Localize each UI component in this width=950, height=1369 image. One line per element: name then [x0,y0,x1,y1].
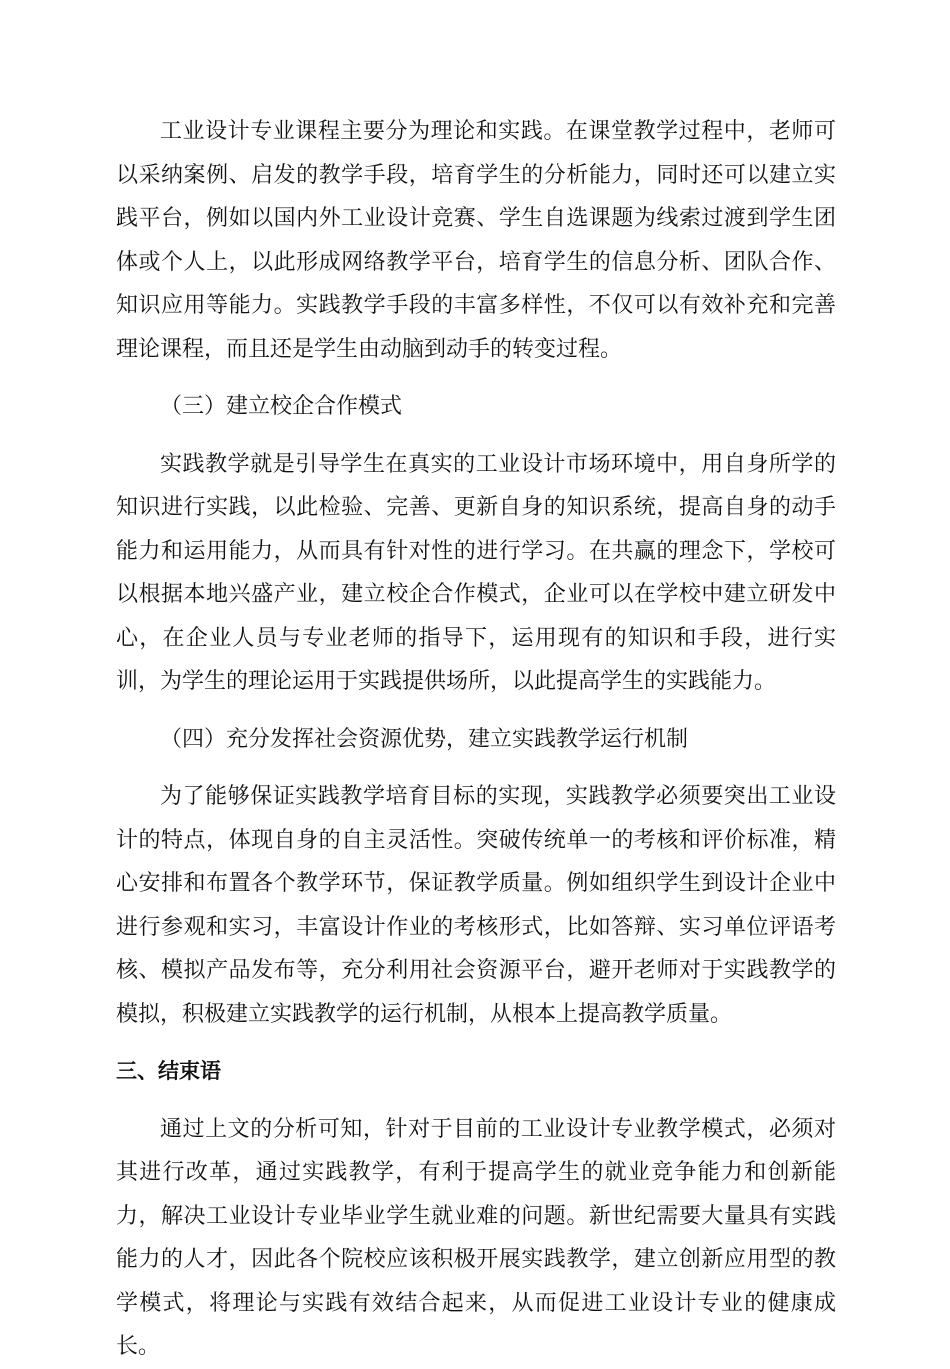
subheading-school-enterprise: （三）建立校企合作模式 [160,394,403,419]
subheading-social-resources: （四）充分发挥社会资源优势，建立实践教学运行机制 [160,726,689,752]
paragraph-practice-teaching: 实践教学就是引导学生在真实的工业设计市场环境中，用自身所学的知识进行实践，以此检验、完善、更新自身的知识系统，提高自身的动手能力和运用能力，从而具有针对性的进行学习。在共赢的理念下，学校可以根据本地兴盛产业，建立校企合作模式，企业可以在学校中建立研发中心，在企业人员与专业老师的指导下，运用现有的知识和手段，进行实训，为学生的理论运用于实践提供场所，以此提高学生的实践能力。 [116,451,836,694]
paragraph-theory-practice: 工业设计专业课程主要分为理论和实践。在课堂教学过程中，老师可以采纳案例、启发的教学手段，培育学生的分析能力，同时还可以建立实践平台，例如以国内外工业设计竞赛、学生自选课题为线索过渡到学生团体或个人上，以此形成网络教学平台，培育学生的信息分析、团队合作、知识应用等能力。实践教学手段的丰富多样性，不仅可以有效补充和完善理论课程，而且还是学生由动脑到动手的转变过程。 [116,119,836,362]
section-heading-conclusion: 三、结束语 [116,1059,221,1083]
document-body [116,110,836,1369]
paragraph-conclusion: 通过上文的分析可知，针对于目前的工业设计专业教学模式，必须对其进行改革，通过实践教学，有利于提高学生的就业竞争能力和创新能力，解决工业设计专业毕业学生就业难的问题。新世纪需要大量具有实践能力的人才，因此各个院校应该积极开展实践教学，建立创新应用型的教学模式，将理论与实践有效结合起来，从而促进工业设计专业的健康成长。 [116,1116,836,1359]
paragraph-teaching-mechanism: 为了能够保证实践教学培育目标的实现，实践教学必须要突出工业设计的特点，体现自身的自主灵活性。突破传统单一的考核和评价标准，精心安排和布置各个教学环节，保证教学质量。例如组织学生到设计企业中进行参观和实习，丰富设计作业的考核形式，比如答辩、实习单位评语考核、模拟产品发布等，充分利用社会资源平台，避开老师对于实践教学的模拟，积极建立实践教学的运行机制，从根本上提高教学质量。 [116,784,836,1027]
